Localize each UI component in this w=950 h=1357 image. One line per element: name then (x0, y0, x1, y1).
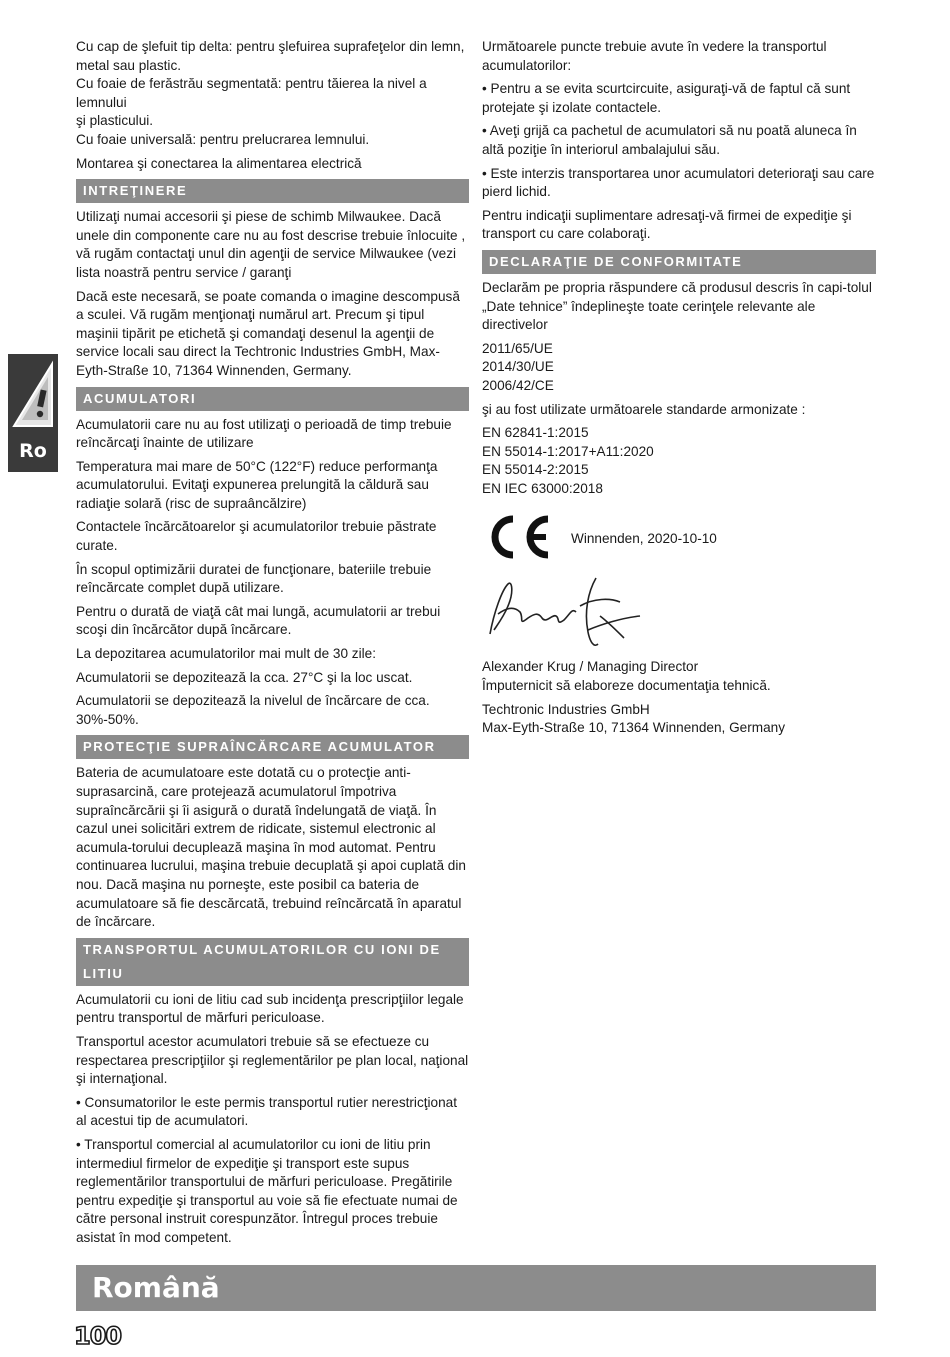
section-heading-overload: PROTECŢIE SUPRAÎNCĂRCARE ACUMULATOR (76, 735, 469, 759)
intro-line: Cu foaie universală: pentru prelucrarea lemnului. (76, 131, 370, 147)
place-date: Winnenden, 2020-10-10 (571, 531, 717, 547)
section-heading-batteries: ACUMULATORI (76, 387, 469, 411)
standards-intro: şi au fost utilizate următoarele standarde armonizate : (482, 401, 806, 417)
transport-paragraph: Transportul acestor acumulatori trebuie să se efectueze cu respectarea prescripţiilor şi reglementărilor pe plan local, naţional şi internaţional. (76, 1033, 469, 1087)
intro-line: Cu foaie de ferăstrău segmentată: pentru tăierea la nivel a lemnului (76, 76, 427, 110)
overload-paragraph: Bateria de acumulatoare este dotată cu o protecţie anti-suprasarcină, care protejează acumulatorul împotriva supraîncărcării şi îi asigură o durată îndelungată de viaţă. În cazul unei solicitări extrem de ridicate, sistemul electronic al acumula-torului decuplează maşina în mod automat. Pentru continuarea lucrului, maşina trebuie decuplată şi apoi cuplată din nou. Dacă maşina nu porneşte, este posibil ca bateria de acumulatoare să fie descărcată, trebuind reîncărcată în aparatul de încărcare. (76, 765, 466, 930)
standard-item: EN 55014-1:2017+A11:2020 (482, 443, 654, 459)
standard-item: EN IEC 63000:2018 (482, 480, 603, 496)
maintenance-paragraph: Utilizaţi numai accesorii şi piese de schimb Milwaukee. Dacă unele din componente care nu au fost descrise trebuie înlocuite , vă rugăm contactaţi unul din agenţii de service Milwaukee (vezi lista noastră pentru service / garanţi (76, 209, 466, 280)
company-name: Techtronic Industries GmbH (482, 701, 650, 717)
battery-paragraph: Contactele încărcătoarelor şi acumulatorilor trebuie păstrate curate. (76, 519, 437, 554)
section-heading-conformity: DECLARAŢIE DE CONFORMITATE (482, 250, 876, 274)
intro-line: Cu cap de şlefuit tip delta: pentru şlefuirea suprafeţelor din lemn, (76, 39, 465, 54)
standard-item: EN 62841-1:2015 (482, 425, 589, 441)
directive-item: 2006/42/CE (482, 377, 554, 393)
page-number: 100 (74, 1322, 122, 1350)
transport-paragraph: Următoarele puncte trebuie avute în vedere la transportul acumulatorilor: (482, 39, 827, 73)
transport-paragraph: • Consumatorilor le este permis transportul rutier nerestricţionat al acestui tip de acumulatori. (76, 1094, 458, 1129)
transport-paragraph: • Pentru a se evita scurtcircuite, asiguraţi-vă de faptul că sunt protejate şi izolate contactele. (482, 81, 851, 115)
signer-block (482, 658, 876, 695)
ce-row (482, 510, 876, 568)
left-column (76, 38, 469, 1252)
directive-list (482, 340, 876, 396)
battery-paragraph: Acumulatorii care nu au fost utilizaţi o perioadă de timp trebuie reîncărcaţi înainte de utilizare (76, 416, 452, 451)
signature-image (484, 572, 654, 652)
mounting-line: Montarea şi conectarea la alimentarea electrică (76, 155, 362, 171)
authorized-note: Împuternicit să elaboreze documentaţia tehnică. (482, 678, 771, 694)
company-address: Max-Eyth-Straße 10, 71364 Winnenden, Germany (482, 720, 785, 736)
warning-icon (10, 360, 56, 430)
directive-item: 2014/30/UE (482, 359, 554, 375)
directive-item: 2011/65/UE (482, 340, 553, 356)
battery-paragraph: Acumulatorii se depozitează la cca. 27°C şi la loc uscat. (76, 669, 413, 685)
standard-item: EN 55014-2:2015 (482, 462, 589, 478)
accessory-intro (76, 38, 469, 150)
maintenance-paragraph: Dacă este necesară, se poate comanda o imagine descompusă a sculei. Vă rugăm menţionaţi numărul art. Precum şi tipul maşinii tipărit pe etichetă şi comandaţi desenul la agenţii de service locali sau direct la Techtronic Industries GmbH, Max-Eyth-Straße 10, 71364 Winnenden, Germany. (76, 288, 460, 378)
section-heading-transport: TRANSPORTUL ACUMULATORILOR CU IONI DE LITIU (76, 938, 469, 986)
language-footer-bar: Română (76, 1265, 876, 1311)
transport-paragraph: • Aveţi grijă ca pachetul de acumulatori să nu poată aluneca în altă poziţie în interiorul ambalajului său. (482, 123, 857, 157)
battery-paragraph: Acumulatorii se depozitează la nivelul de încărcare de cca. 30%-50%. (76, 693, 430, 727)
ce-mark-icon (486, 514, 552, 560)
conformity-intro: Declarăm pe propria răspundere că produsul descris în capi-tolul „Date tehnice” îndeplineşte toate cerinţele relevante ale directivelor (482, 279, 872, 333)
right-column (482, 38, 876, 743)
standard-list (482, 424, 876, 498)
transport-paragraph: • Este interzis transportarea unor acumulatori deterioraţi sau care pierd lichid. (482, 165, 875, 200)
intro-line: metal sau plastic. (76, 57, 182, 73)
transport-paragraph: • Transportul comercial al acumulatorilor cu ioni de litiu prin intermediul firmelor de expediţie şi transport este supus reglementărilor transportului de mărfuri periculoase. Pregătirile pentru expediţie şi transportul au voie să fie efectuate numai de către personal instruit corespunzător. Întregul proces trebuie asistat în mod competent. (76, 1136, 458, 1245)
company-block (482, 701, 876, 738)
language-code: Ro (19, 440, 47, 462)
section-heading-maintenance: INTREŢINERE (76, 179, 469, 203)
signer-name: Alexander Krug / Managing Director (482, 659, 699, 675)
battery-paragraph: În scopul optimizării duratei de funcţionare, bateriile trebuie reîncărcate complet după utilizare. (76, 561, 432, 596)
battery-paragraph: La depozitarea acumulatorilor mai mult de 30 zile: (76, 646, 376, 662)
battery-paragraph: Temperatura mai mare de 50°C (122°F) reduce performanţa acumulatorului. Evitaţi expunerea prelungită la căldură sau radiaţie solară (risc de supraâncălzire) (76, 458, 438, 511)
intro-line: şi plasticului. (76, 113, 154, 129)
language-side-tab (8, 354, 58, 472)
transport-paragraph: Pentru indicaţii suplimentare adresaţi-vă firmei de expediţie şi transport cu care colaboraţi. (482, 207, 852, 242)
transport-paragraph: Acumulatorii cu ioni de litiu cad sub incidenţa prescripţiilor legale pentru transportul de mărfuri periculoase. (76, 991, 464, 1026)
battery-paragraph: Pentru o durată de viaţă cât mai lungă, acumulatorii ar trebui scoşi din încărcător după încărcare. (76, 603, 441, 638)
